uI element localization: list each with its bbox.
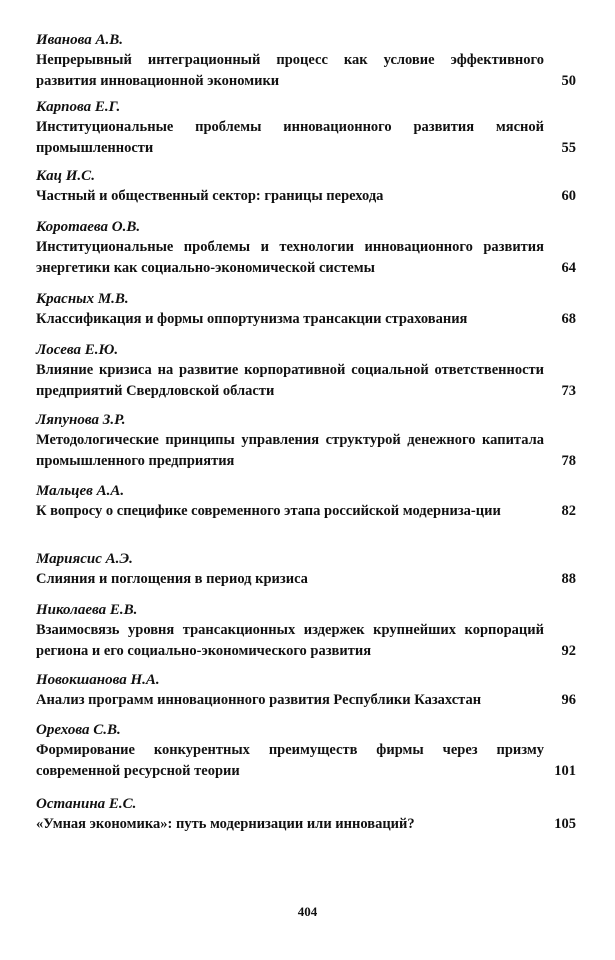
entry-title-row (36, 237, 576, 278)
entry-author: Карпова Е.Г. (36, 99, 121, 115)
toc-entry (36, 217, 576, 278)
entry-title-row (36, 740, 576, 781)
toc-entry (36, 720, 576, 781)
entry-title: Институциональные проблемы инновационного развития мясной промышленности (36, 119, 544, 156)
entry-author: Орехова С.В. (36, 722, 121, 738)
entry-page-number: 88 (561, 571, 576, 587)
entry-author: Мариясис А.Э. (36, 551, 133, 567)
entry-page-number: 78 (561, 452, 576, 469)
entry-title-row (36, 814, 576, 835)
entry-author: Ляпунова З.Р. (36, 412, 126, 428)
entry-page-number: 92 (561, 642, 576, 659)
entry-title-row (36, 117, 576, 158)
entry-title-row (36, 50, 576, 91)
entry-title-row (36, 309, 576, 330)
toc-entry (36, 549, 576, 590)
entry-title-row (36, 360, 576, 401)
page-number-footer: 404 (297, 904, 318, 919)
entry-author: Коротаева О.В. (36, 219, 141, 235)
entry-title-row (36, 569, 576, 590)
entry-title: Непрерывный интеграционный процесс как условие эффективного развития инновационной экономики (36, 52, 544, 89)
toc-entry (36, 410, 576, 471)
toc-entry (36, 166, 576, 207)
entry-author: Мальцев А.А. (36, 483, 125, 499)
entry-title: Формирование конкурентных преимуществ фирмы через призму современной ресурсной теории (36, 742, 544, 779)
toc-entry (36, 289, 576, 330)
entry-title: Классификация и формы оппортунизма трансакции страхования (36, 311, 468, 327)
entry-author: Кац И.С. (36, 168, 95, 184)
entry-page-number: 105 (554, 816, 576, 832)
toc-entry (36, 97, 576, 158)
entry-title: Взаимосвязь уровня трансакционных издержек крупнейших корпораций региона и его социально-экономического развития (36, 622, 544, 659)
entry-title: Анализ программ инновационного развития Республики Казахстан (36, 692, 482, 708)
toc-entry (36, 340, 576, 401)
toc-entry (36, 600, 576, 661)
entry-author: Новокшанова Н.А. (36, 672, 160, 688)
entry-title-row (36, 501, 576, 522)
entry-page-number: 68 (561, 311, 576, 327)
toc-entry (36, 794, 576, 835)
entry-title: Методологические принципы управления структурой денежного капитала промышленного предприятия (36, 432, 544, 469)
entry-title-row (36, 430, 576, 471)
entry-title: Частный и общественный сектор: границы перехода (36, 188, 384, 204)
entry-title: К вопросу о специфике современного этапа российской модерниза-ции (36, 503, 501, 519)
toc-entry (36, 481, 576, 522)
entry-title-row (36, 186, 576, 207)
entry-author: Красных М.В. (36, 291, 129, 307)
entry-title-row (36, 620, 576, 661)
entry-author: Лосева Е.Ю. (36, 342, 119, 358)
entry-page-number: 82 (561, 503, 576, 519)
entry-page-number: 101 (554, 762, 576, 779)
toc-entry (36, 30, 576, 91)
entry-page-number: 60 (561, 188, 576, 204)
entry-author: Николаева Е.В. (36, 602, 138, 618)
entry-title: Слияния и поглощения в период кризиса (36, 571, 308, 587)
entry-author: Останина Е.С. (36, 796, 137, 812)
toc-entry (36, 670, 576, 711)
entry-page-number: 50 (561, 72, 576, 89)
entry-title: Институциональные проблемы и технологии инновационного развития энергетики как социально-экономической системы (36, 239, 544, 276)
entry-title-row (36, 690, 576, 711)
entry-page-number: 96 (561, 692, 576, 708)
entry-page-number: 55 (561, 139, 576, 156)
entry-title: Влияние кризиса на развитие корпоративной социальной ответственности предприятий Свердловской области (36, 362, 544, 399)
entry-page-number: 64 (561, 259, 576, 276)
entry-page-number: 73 (561, 382, 576, 399)
entry-title: «Умная экономика»: путь модернизации или инноваций? (36, 816, 415, 832)
entry-author: Иванова А.В. (36, 32, 123, 48)
